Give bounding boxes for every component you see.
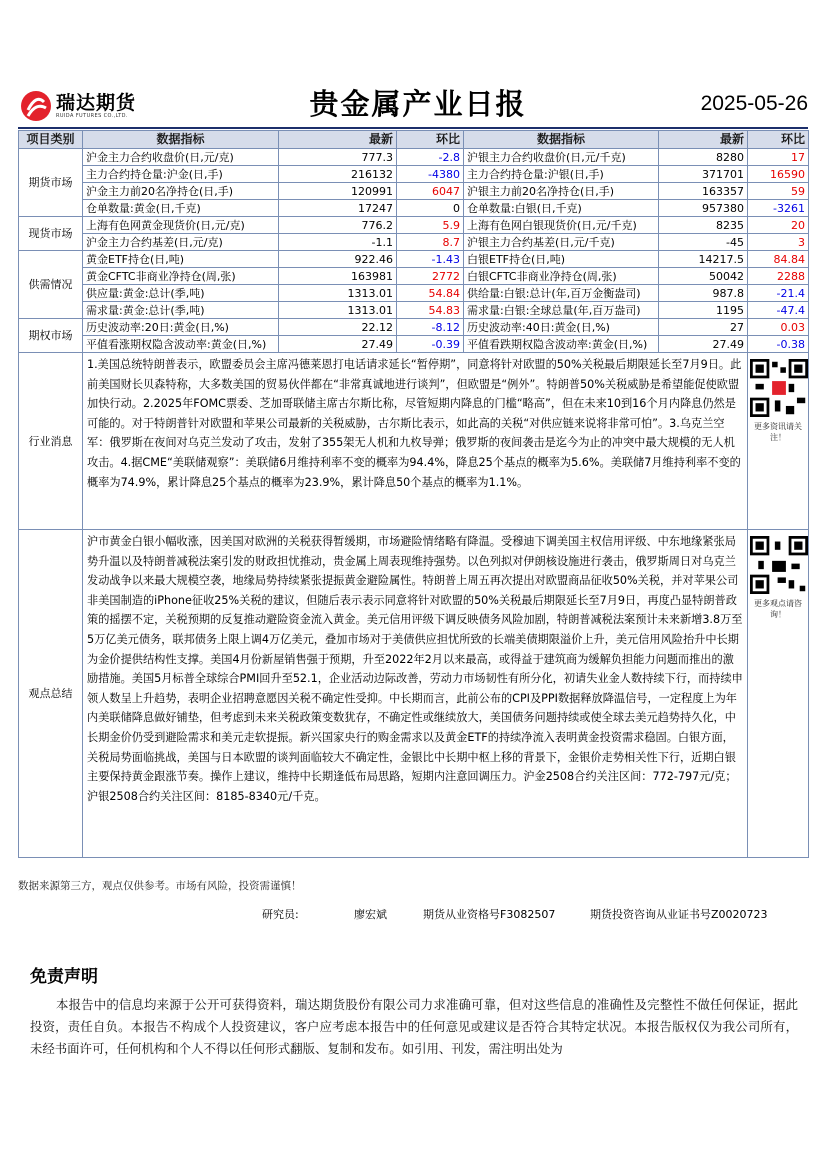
ruida-logo-icon [20, 90, 52, 122]
col-header-change-left: 环比 [397, 131, 464, 149]
logo-english-name: RUIDA FUTURES CO.,LTD. [56, 112, 128, 119]
table-row [19, 217, 809, 234]
col-header-latest-left: 最新 [279, 131, 397, 149]
indicator-left-cell: 仓单数量:黄金(日,千克) [83, 200, 279, 217]
indicator-left-cell: 黄金ETF持仓(日,吨) [83, 251, 279, 268]
qr-caption-news: 更多资讯请关注！ [754, 422, 802, 442]
latest-left-cell: 777.3 [279, 149, 397, 166]
indicator-right-cell: 上海有色网白银现货价(日,元/千克) [464, 217, 659, 234]
table-row [19, 183, 809, 200]
change-right-cell: 17 [748, 149, 809, 166]
change-right-cell: 0.03 [748, 319, 809, 336]
table-row [19, 200, 809, 217]
change-left-cell: 0 [397, 200, 464, 217]
change-right-cell: 59 [748, 183, 809, 200]
change-left-cell: 8.7 [397, 234, 464, 251]
latest-right-cell: 27.49 [659, 336, 748, 353]
change-right-cell: -3261 [748, 200, 809, 217]
indicator-right-cell: 沪银主力前20名净持仓(日,手) [464, 183, 659, 200]
change-left-cell: -4380 [397, 166, 464, 183]
indicator-left-cell: 沪金主力前20名净持仓(日,手) [83, 183, 279, 200]
indicator-left-cell: 供应量:黄金:总计(季,吨) [83, 285, 279, 302]
indicator-right-cell: 需求量:白银:全球总量(年,百万盎司) [464, 302, 659, 319]
table-row [19, 166, 809, 183]
report-date: 2025-05-26 [700, 92, 808, 115]
data-source-note: 数据来源第三方，观点仅供参考。市场有风险，投资需谨慎！ [18, 880, 302, 892]
change-left-cell: 5.9 [397, 217, 464, 234]
industry-news-text: 1.美国总统特朗普表示，欧盟委员会主席冯德莱恩打电话请求延长“暂停期”，同意将针对欧盟的50%关税最后期限延长至7月9日。此前美国财长贝森特称，大多数美国的贸易伙伴都在“非常真诚地进行谈判”，但欧盟是“例外”。特朗普50%关税威胁是希望能促使欧盟加快行动。2.2025年FOMC票委、芝加哥联储主席古尔斯比称，尽管短期内降息的门槛“略高”，但在未来10到16个月内降息仍然是可能的。对于特朗普针对欧盟和苹果公司最新的关税威胁，古尔斯比表示，如此高的关税“对供应链来说将非常可怕”。3.乌克兰空军：俄罗斯在夜间对乌克兰发动了攻击，发射了355架无人机和九枚导弹；俄罗斯的夜间袭击是迄今为止的冲突中最大规模的无人机攻击。4.据CME“美联储观察”：美联储6月维持利率不变的概率为94.4%，降息25个基点的概率为5.6%。美联储7月维持利率不变的概率为74.9%，累计降息25个基点的概率为23.9%，累计降息50个基点的概率为1.1%。 [83, 353, 748, 530]
indicator-left-cell: 需求量:黄金:总计(季,吨) [83, 302, 279, 319]
col-header-indicator-right: 数据指标 [464, 131, 659, 149]
latest-left-cell: 27.49 [279, 336, 397, 353]
latest-left-cell: -1.1 [279, 234, 397, 251]
category-cell: 现货市场 [19, 217, 83, 251]
data-table [18, 130, 809, 858]
view-summary-text: 沪市黄金白银小幅收涨，因美国对欧洲的关税获得暂缓期，市场避险情绪略有降温。受穆迪下调美国主权信用评级、中东地缘紧张局势升温以及特朗普减税法案引发的财政担忧推动，贵金属上周表现维持强势。以色列拟对伊朗核设施进行袭击，俄罗斯周日对乌克兰发动战争以来最大规模空袭，地缘局势持续紧张提振黄金避险属性。特朗普上周五再次提出对欧盟商品征收50%关税，并对苹果公司非美国制造的iPhone征收25%关税的建议，但随后表示表示同意将针对欧盟的50%关税最后期限延长至7月9日，再度凸显特朗普政策的摇摆不定，关税预期的反复推动避险资金流入黄金。美元信用评级下调反映债务风险加剧，特朗普减税法案预计未来新增3.8万至5万亿美元债务，联邦债务上限上调4万亿美元，叠加市场对于美债供应担忧所致的长端美债期限溢价上升，美元信用风险抬升中长期为金价提供结构性支撑。美国4月份新屋销售强于预期，升至2022年2月以来最高，或得益于建筑商为缓解负担能力问题而推出的激励措施。美国5月标普全球综合PMI回升至52.1，企业活动边际改善，劳动力市场韧性有所分化，初请失业金人数持续下行，而持续申领人数呈上升趋势，表明企业招聘意愿因关税不确定性受抑。中长期而言，此前公布的CPI及PPI数据释放降温信号，一定程度上为年内美联储降息做好铺垫，但考虑到未来关税政策变数犹存，不确定性或继续放大，美国债务问题持续或使全球去美元趋势持久化，中长期金价仍受到避险需求和美元走软提振。新兴国家央行的购金需求以及黄金ETF的持续净流入表明黄金投资需求稳固。白银方面，关税局势面临挑战，美国与日本欧盟的谈判面临较大不确定性，金银比中长期中枢上移的背景下，金银价走势相关性下行，近期白银主要保持黄金跟涨节奏。操作上建议，维持中长期逢低布局思路，短期内注意回调压力。沪金2508合约关注区间：772-797元/克；沪银2508合约关注区间：8185-8340元/千克。 [83, 530, 748, 858]
indicator-left-cell: 历史波动率:20日:黄金(日,%) [83, 319, 279, 336]
indicator-right-cell: 白银ETF持仓(日,吨) [464, 251, 659, 268]
change-left-cell: 2772 [397, 268, 464, 285]
latest-right-cell: 371701 [659, 166, 748, 183]
change-left-cell: -0.39 [397, 336, 464, 353]
indicator-right-cell: 主力合约持仓量:沪银(日,手) [464, 166, 659, 183]
change-left-cell: -1.43 [397, 251, 464, 268]
change-right-cell: 16590 [748, 166, 809, 183]
latest-right-cell: 987.8 [659, 285, 748, 302]
indicator-right-cell: 沪银主力合约收盘价(日,元/千克) [464, 149, 659, 166]
latest-right-cell: 8280 [659, 149, 748, 166]
change-right-cell: -0.38 [748, 336, 809, 353]
indicator-left-cell: 沪金主力合约收盘价(日,元/克) [83, 149, 279, 166]
futures-license-number: 期货从业资格号F3082507 [423, 908, 556, 921]
industry-news-row [19, 353, 809, 530]
change-right-cell: 20 [748, 217, 809, 234]
table-row [19, 319, 809, 336]
latest-left-cell: 22.12 [279, 319, 397, 336]
indicator-right-cell: 供给量:白银:总计(年,百万金衡盎司) [464, 285, 659, 302]
latest-left-cell: 922.46 [279, 251, 397, 268]
indicator-left-cell: 沪金主力合约基差(日,元/克) [83, 234, 279, 251]
latest-right-cell: 50042 [659, 268, 748, 285]
change-right-cell: 84.84 [748, 251, 809, 268]
table-row [19, 336, 809, 353]
table-row [19, 285, 809, 302]
latest-left-cell: 1313.01 [279, 285, 397, 302]
change-left-cell: -8.12 [397, 319, 464, 336]
table-header-row [19, 131, 809, 149]
change-right-cell: 3 [748, 234, 809, 251]
latest-left-cell: 120991 [279, 183, 397, 200]
category-cell: 供需情况 [19, 251, 83, 319]
latest-right-cell: 27 [659, 319, 748, 336]
latest-right-cell: 957380 [659, 200, 748, 217]
latest-left-cell: 163981 [279, 268, 397, 285]
qr-code-icon [750, 359, 808, 417]
latest-right-cell: -45 [659, 234, 748, 251]
change-right-cell: -21.4 [748, 285, 809, 302]
table-row [19, 302, 809, 319]
change-left-cell: 54.83 [397, 302, 464, 319]
latest-right-cell: 8235 [659, 217, 748, 234]
logo-chinese-name: 瑞达期货 [56, 91, 137, 114]
change-left-cell: 54.84 [397, 285, 464, 302]
qr-block-view [748, 530, 809, 858]
table-row [19, 234, 809, 251]
indicator-left-cell: 黄金CFTC非商业净持仓(周,张) [83, 268, 279, 285]
category-cell: 期货市场 [19, 149, 83, 217]
header-divider [18, 127, 808, 129]
company-logo [20, 90, 136, 122]
report-header [18, 82, 808, 128]
qr-caption-view: 更多观点请咨询！ [754, 599, 802, 619]
qr-code-icon [750, 536, 808, 594]
view-summary-row [19, 530, 809, 858]
latest-left-cell: 17247 [279, 200, 397, 217]
latest-left-cell: 1313.01 [279, 302, 397, 319]
change-right-cell: 2288 [748, 268, 809, 285]
indicator-right-cell: 平值看跌期权隐含波动率:黄金(日,%) [464, 336, 659, 353]
disclaimer-title: 免责声明 [30, 967, 98, 987]
indicator-left-cell: 平值看涨期权隐含波动率:黄金(日,%) [83, 336, 279, 353]
change-right-cell: -47.4 [748, 302, 809, 319]
category-cell: 行业消息 [19, 353, 83, 530]
researcher-name: 廖宏斌 [354, 908, 387, 921]
col-header-category: 项目类别 [19, 131, 83, 149]
category-cell: 观点总结 [19, 530, 83, 858]
change-left-cell: -2.8 [397, 149, 464, 166]
latest-right-cell: 14217.5 [659, 251, 748, 268]
indicator-left-cell: 上海有色网黄金现货价(日,元/克) [83, 217, 279, 234]
latest-left-cell: 776.2 [279, 217, 397, 234]
disclaimer-text: 本报告中的信息均来源于公开可获得资料，瑞达期货股份有限公司力求准确可靠，但对这些信息的准确性及完整性不做任何保证，据此投资，责任自负。本报告不构成个人投资建议，客户应考虑本报告中的任何意见或建议是否符合其特定状况。本报告版权仅为我公司所有，未经书面许可，任何机构和个人不得以任何形式翻版、复制和发布。如引用、刊发，需注明出处为 [30, 997, 798, 1056]
indicator-left-cell: 主力合约持仓量:沪金(日,手) [83, 166, 279, 183]
qr-block-news [748, 353, 809, 530]
col-header-indicator-left: 数据指标 [83, 131, 279, 149]
col-header-latest-right: 最新 [659, 131, 748, 149]
table-row [19, 268, 809, 285]
table-row [19, 149, 809, 166]
indicator-right-cell: 仓单数量:白银(日,千克) [464, 200, 659, 217]
table-row [19, 251, 809, 268]
consult-license-number: 期货投资咨询从业证书号Z0020723 [590, 908, 768, 921]
researcher-label: 研究员: [262, 908, 299, 921]
latest-left-cell: 216132 [279, 166, 397, 183]
col-header-change-right: 环比 [748, 131, 809, 149]
change-left-cell: 6047 [397, 183, 464, 200]
latest-right-cell: 1195 [659, 302, 748, 319]
indicator-right-cell: 白银CFTC非商业净持仓(周,张) [464, 268, 659, 285]
report-title: 贵金属产业日报 [309, 87, 527, 121]
category-cell: 期权市场 [19, 319, 83, 353]
latest-right-cell: 163357 [659, 183, 748, 200]
indicator-right-cell: 历史波动率:40日:黄金(日,%) [464, 319, 659, 336]
indicator-right-cell: 沪银主力合约基差(日,元/千克) [464, 234, 659, 251]
